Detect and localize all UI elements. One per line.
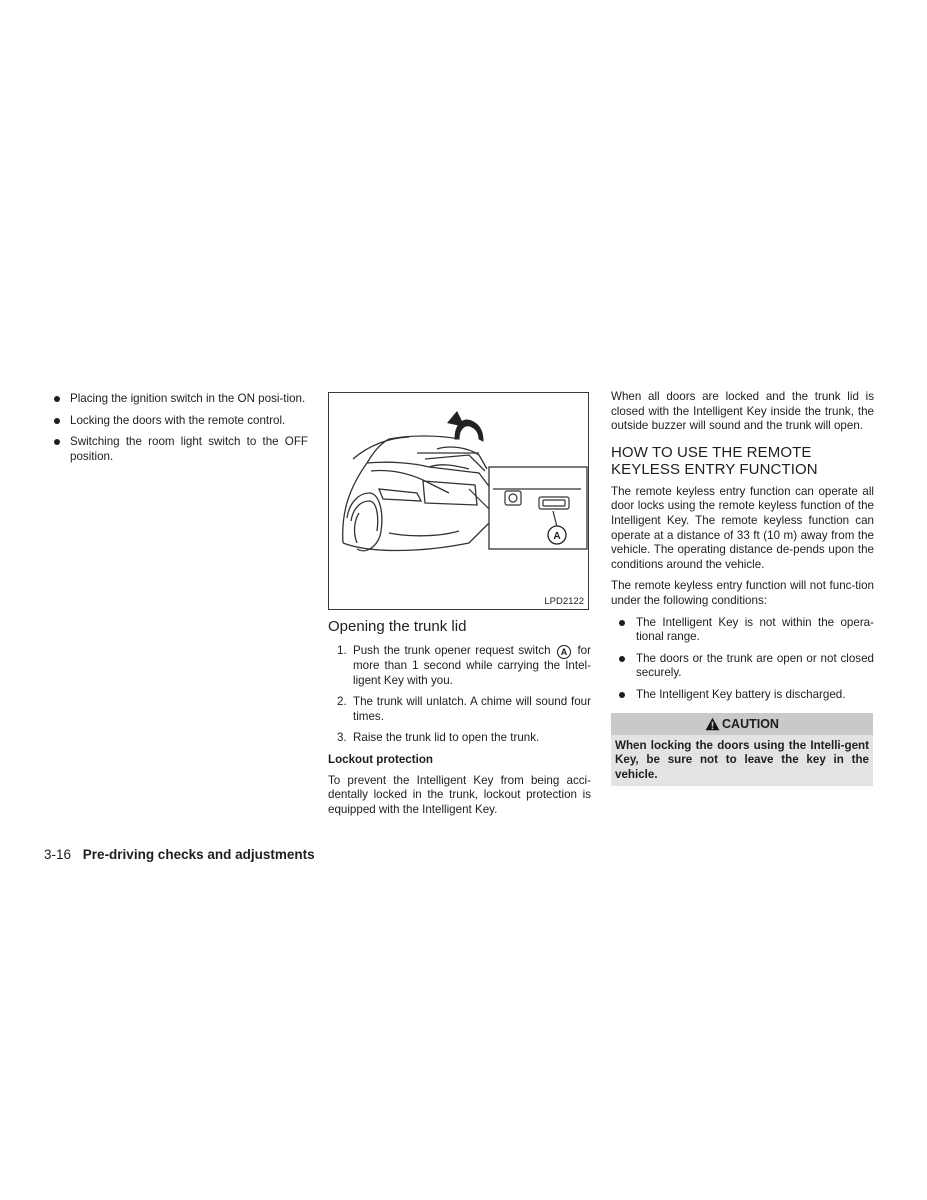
- warning-icon: [705, 716, 720, 738]
- step-text: Raise the trunk lid to open the trunk.: [353, 731, 540, 745]
- list-item: [328, 731, 591, 746]
- caution-header: [611, 713, 873, 735]
- step-number: 3.: [337, 731, 347, 745]
- step-number: 2.: [337, 695, 347, 709]
- list-item: The Intelligent Key is not within the opera-tional range.: [611, 616, 874, 645]
- list-item: The Intelligent Key battery is discharged.: [611, 688, 874, 703]
- list-item: Switching the room light switch to the OFF position.: [52, 435, 308, 464]
- switch-marker-a: A: [557, 645, 571, 659]
- car-rear-drawing: [329, 393, 588, 609]
- figure-code: LPD2122: [544, 596, 584, 607]
- right-column: [611, 390, 874, 786]
- paragraph: The remote keyless entry function will not func-tion under the following conditions:: [611, 579, 874, 607]
- caution-title: CAUTION: [722, 716, 779, 731]
- paragraph: The remote keyless entry function can operate all door locks using the remote keyless function of the Intelligent Key. The remote keyless function can operate at a distance of 33 ft (10 m) away from the vehicle. The operating distance de-pends upon the conditions around the vehicle.: [611, 484, 874, 571]
- list-item: Placing the ignition switch in the ON posi-tion.: [52, 392, 308, 407]
- step-number: 1.: [337, 644, 347, 657]
- list-item: Locking the doors with the remote control.: [52, 414, 308, 429]
- step-text: Push the trunk opener request switch: [353, 644, 551, 657]
- section-heading: HOW TO USE THE REMOTE KEYLESS ENTRY FUNCTION: [611, 443, 818, 478]
- intro-paragraph: When all doors are locked and the trunk lid is closed with the Intelligent Key inside the trunk, the outside buzzer will sound and the trunk will open.: [611, 390, 874, 433]
- caution-text: When locking the doors using the Intelli-gent Key, be sure not to leave the key in the vehicle.: [611, 735, 873, 787]
- page-footer: [44, 846, 315, 864]
- list-item: The doors or the trunk are open or not closed securely.: [611, 652, 874, 681]
- page-number: 3-16: [44, 847, 72, 862]
- subheading: Opening the trunk lid: [328, 618, 467, 635]
- lockout-paragraph: To prevent the Intelligent Key from being acci-dentally locked in the trunk, lockout protection is equipped with the Intelligent Key.: [328, 773, 591, 816]
- middle-column: [328, 392, 591, 824]
- left-column: [52, 392, 308, 471]
- lockout-heading: Lockout protection: [328, 752, 433, 766]
- trunk-illustration: [328, 392, 589, 610]
- step-text: The trunk will unlatch. A chime will sound four times.: [353, 695, 591, 723]
- list-item: [328, 644, 591, 688]
- callout-a: A: [553, 531, 561, 542]
- caution-box: [611, 713, 873, 787]
- step-text: for more than 1 second while carrying the Intel-ligent Key with you.: [353, 644, 591, 687]
- list-item: [328, 695, 591, 724]
- chapter-title: Pre-driving checks and adjustments: [82, 847, 315, 862]
